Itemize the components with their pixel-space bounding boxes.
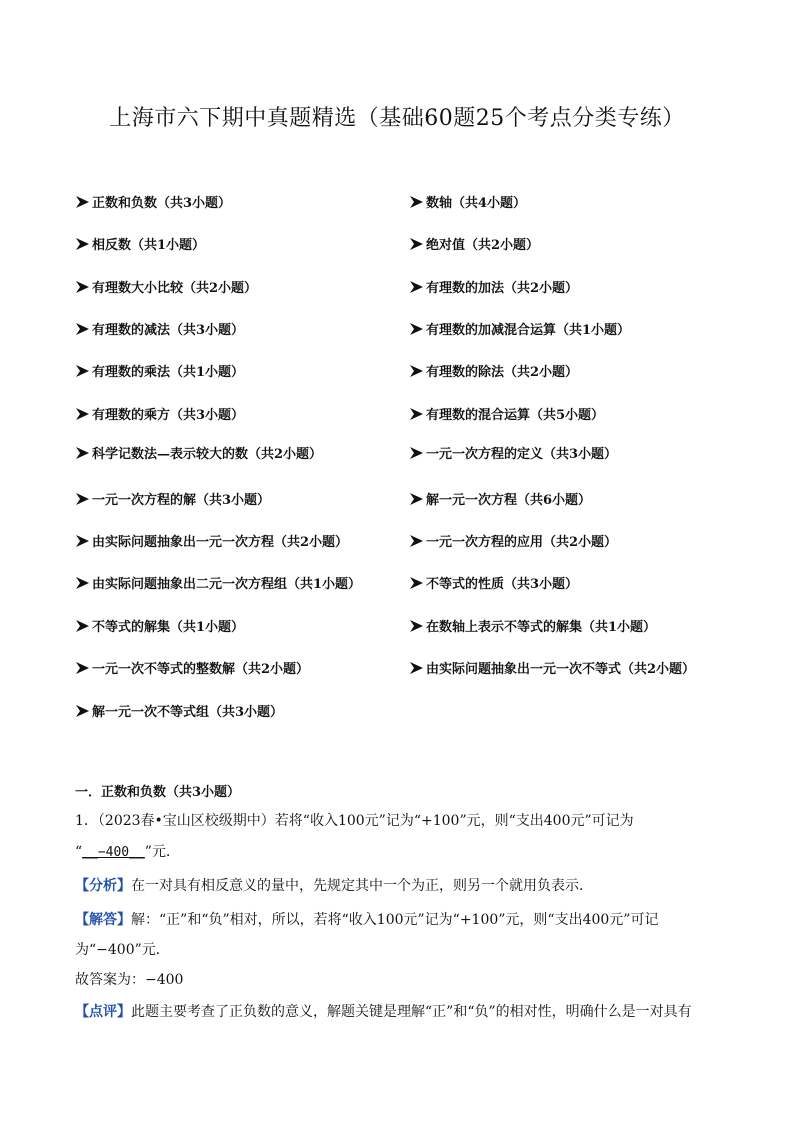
toc-item[interactable] [409, 322, 630, 340]
toc-item[interactable] [75, 576, 361, 594]
toc-item[interactable] [75, 407, 244, 425]
toc-item[interactable] [409, 576, 578, 594]
analysis-text: 在一对具有相反意义的量中，先规定其中一个为正，则另一个就用负表示． [131, 878, 593, 894]
toc-item-label: 由实际问题抽象出一元一次不等式（共2小题） [426, 662, 696, 677]
page-title: 上海市六下期中真题精选（基础60题25个考点分类专练） [109, 106, 685, 131]
arrow-bullet-icon [409, 576, 424, 590]
arrow-bullet-icon [75, 492, 90, 506]
arrow-bullet-icon [75, 534, 90, 548]
toc-item[interactable] [409, 364, 578, 382]
toc-item[interactable] [75, 322, 244, 340]
arrow-bullet-icon [409, 407, 424, 421]
toc-item-label: 有理数的加减混合运算（共1小题） [426, 323, 631, 338]
toc-item-label: 一元一次方程的定义（共3小题） [426, 447, 618, 462]
toc-item-label: 有理数的乘方（共3小题） [92, 408, 245, 423]
toc-item[interactable] [409, 280, 578, 298]
answer-blank: __−400__ [82, 845, 145, 860]
toc-item[interactable] [409, 534, 617, 552]
toc-item[interactable] [409, 661, 695, 679]
toc-item-label: 有理数大小比较（共2小题） [92, 281, 258, 296]
arrow-bullet-icon [75, 237, 90, 251]
arrow-bullet-icon [75, 576, 90, 590]
toc-item-label: 由实际问题抽象出一元一次方程（共2小题） [92, 535, 349, 550]
toc-item-label: 不等式的解集（共1小题） [92, 620, 245, 635]
arrow-bullet-icon [409, 195, 424, 209]
analysis-line [75, 877, 593, 895]
quote-open: “ [75, 844, 83, 860]
toc-item[interactable] [75, 619, 244, 637]
arrow-bullet-icon [75, 280, 90, 294]
toc-item-label: 绝对值（共2小题） [426, 238, 540, 253]
toc-item-label: 解一元一次方程（共6小题） [426, 493, 592, 508]
toc-item[interactable] [75, 492, 270, 510]
arrow-bullet-icon [75, 661, 90, 675]
arrow-bullet-icon [409, 446, 424, 460]
arrow-bullet-icon [409, 534, 424, 548]
arrow-bullet-icon [409, 619, 424, 633]
toc-item-label: 科学记数法—表示较大的数（共2小题） [92, 447, 323, 462]
arrow-bullet-icon [75, 446, 90, 460]
toc-item-label: 有理数的乘法（共1小题） [92, 365, 245, 380]
solution-text-1: 解：“正”和“负”相对，所以，若将“收入100元”记为“+100”元，则“支出400元”可记 [131, 912, 659, 928]
toc-item-label: 有理数的加法（共2小题） [426, 281, 579, 296]
toc-item-label: 相反数（共1小题） [92, 238, 206, 253]
comment-line [75, 1003, 692, 1021]
toc-item[interactable] [409, 492, 591, 510]
quote-close: ”元． [144, 844, 180, 860]
toc-item[interactable] [409, 407, 604, 425]
answer-line: 故答案为：−400 [75, 972, 184, 988]
toc-item-label: 一元一次不等式的整数解（共2小题） [92, 662, 310, 677]
arrow-bullet-icon [409, 661, 424, 675]
toc-item[interactable] [75, 446, 322, 464]
toc-item[interactable] [75, 534, 348, 552]
arrow-bullet-icon [75, 195, 90, 209]
arrow-bullet-icon [75, 364, 90, 378]
toc-item[interactable] [75, 661, 309, 679]
comment-tag: 【点评】 [75, 1004, 131, 1020]
toc-item-label: 解一元一次不等式组（共3小题） [92, 705, 284, 720]
toc-item-label: 数轴（共4小题） [426, 196, 527, 211]
toc-item[interactable] [75, 237, 205, 255]
section-heading: 一．正数和负数（共3小题） [75, 785, 241, 800]
toc-item-label: 正数和负数（共3小题） [92, 196, 232, 211]
solution-line-1 [75, 911, 658, 929]
toc-item[interactable] [75, 364, 244, 382]
arrow-bullet-icon [75, 704, 90, 718]
toc-item-label: 在数轴上表示不等式的解集（共1小题） [426, 620, 657, 635]
toc-item-label: 有理数的减法（共3小题） [92, 323, 245, 338]
arrow-bullet-icon [75, 407, 90, 421]
question-1-line-2 [75, 843, 180, 862]
toc-item[interactable] [409, 237, 539, 255]
arrow-bullet-icon [409, 322, 424, 336]
arrow-bullet-icon [409, 280, 424, 294]
toc-item-label: 有理数的混合运算（共5小题） [426, 408, 605, 423]
arrow-bullet-icon [409, 237, 424, 251]
comment-text: 此题主要考查了正负数的意义，解题关键是理解“正”和“负”的相对性，明确什么是一对具有 [131, 1004, 692, 1020]
toc-item[interactable] [75, 195, 231, 213]
solution-line-2: 为“−400”元． [75, 942, 170, 958]
toc-item[interactable] [409, 619, 656, 637]
toc-item[interactable] [75, 704, 283, 722]
arrow-bullet-icon [409, 364, 424, 378]
question-1-line-1: 1．（2023春•宝山区校级期中）若将“收入100元”记为“+100”元，则“支出400元”可记为 [75, 813, 634, 829]
analysis-tag: 【分析】 [75, 878, 131, 894]
toc-item-label: 一元一次方程的应用（共2小题） [426, 535, 618, 550]
solution-tag: 【解答】 [75, 912, 131, 928]
arrow-bullet-icon [409, 492, 424, 506]
toc-item-label: 一元一次方程的解（共3小题） [92, 493, 271, 508]
toc-item-label: 由实际问题抽象出二元一次方程组（共1小题） [92, 577, 362, 592]
toc-item[interactable] [409, 446, 617, 464]
arrow-bullet-icon [75, 619, 90, 633]
toc-item-label: 不等式的性质（共3小题） [426, 577, 579, 592]
toc-item[interactable] [409, 195, 526, 213]
toc-item[interactable] [75, 280, 257, 298]
toc-item-label: 有理数的除法（共2小题） [426, 365, 579, 380]
arrow-bullet-icon [75, 322, 90, 336]
